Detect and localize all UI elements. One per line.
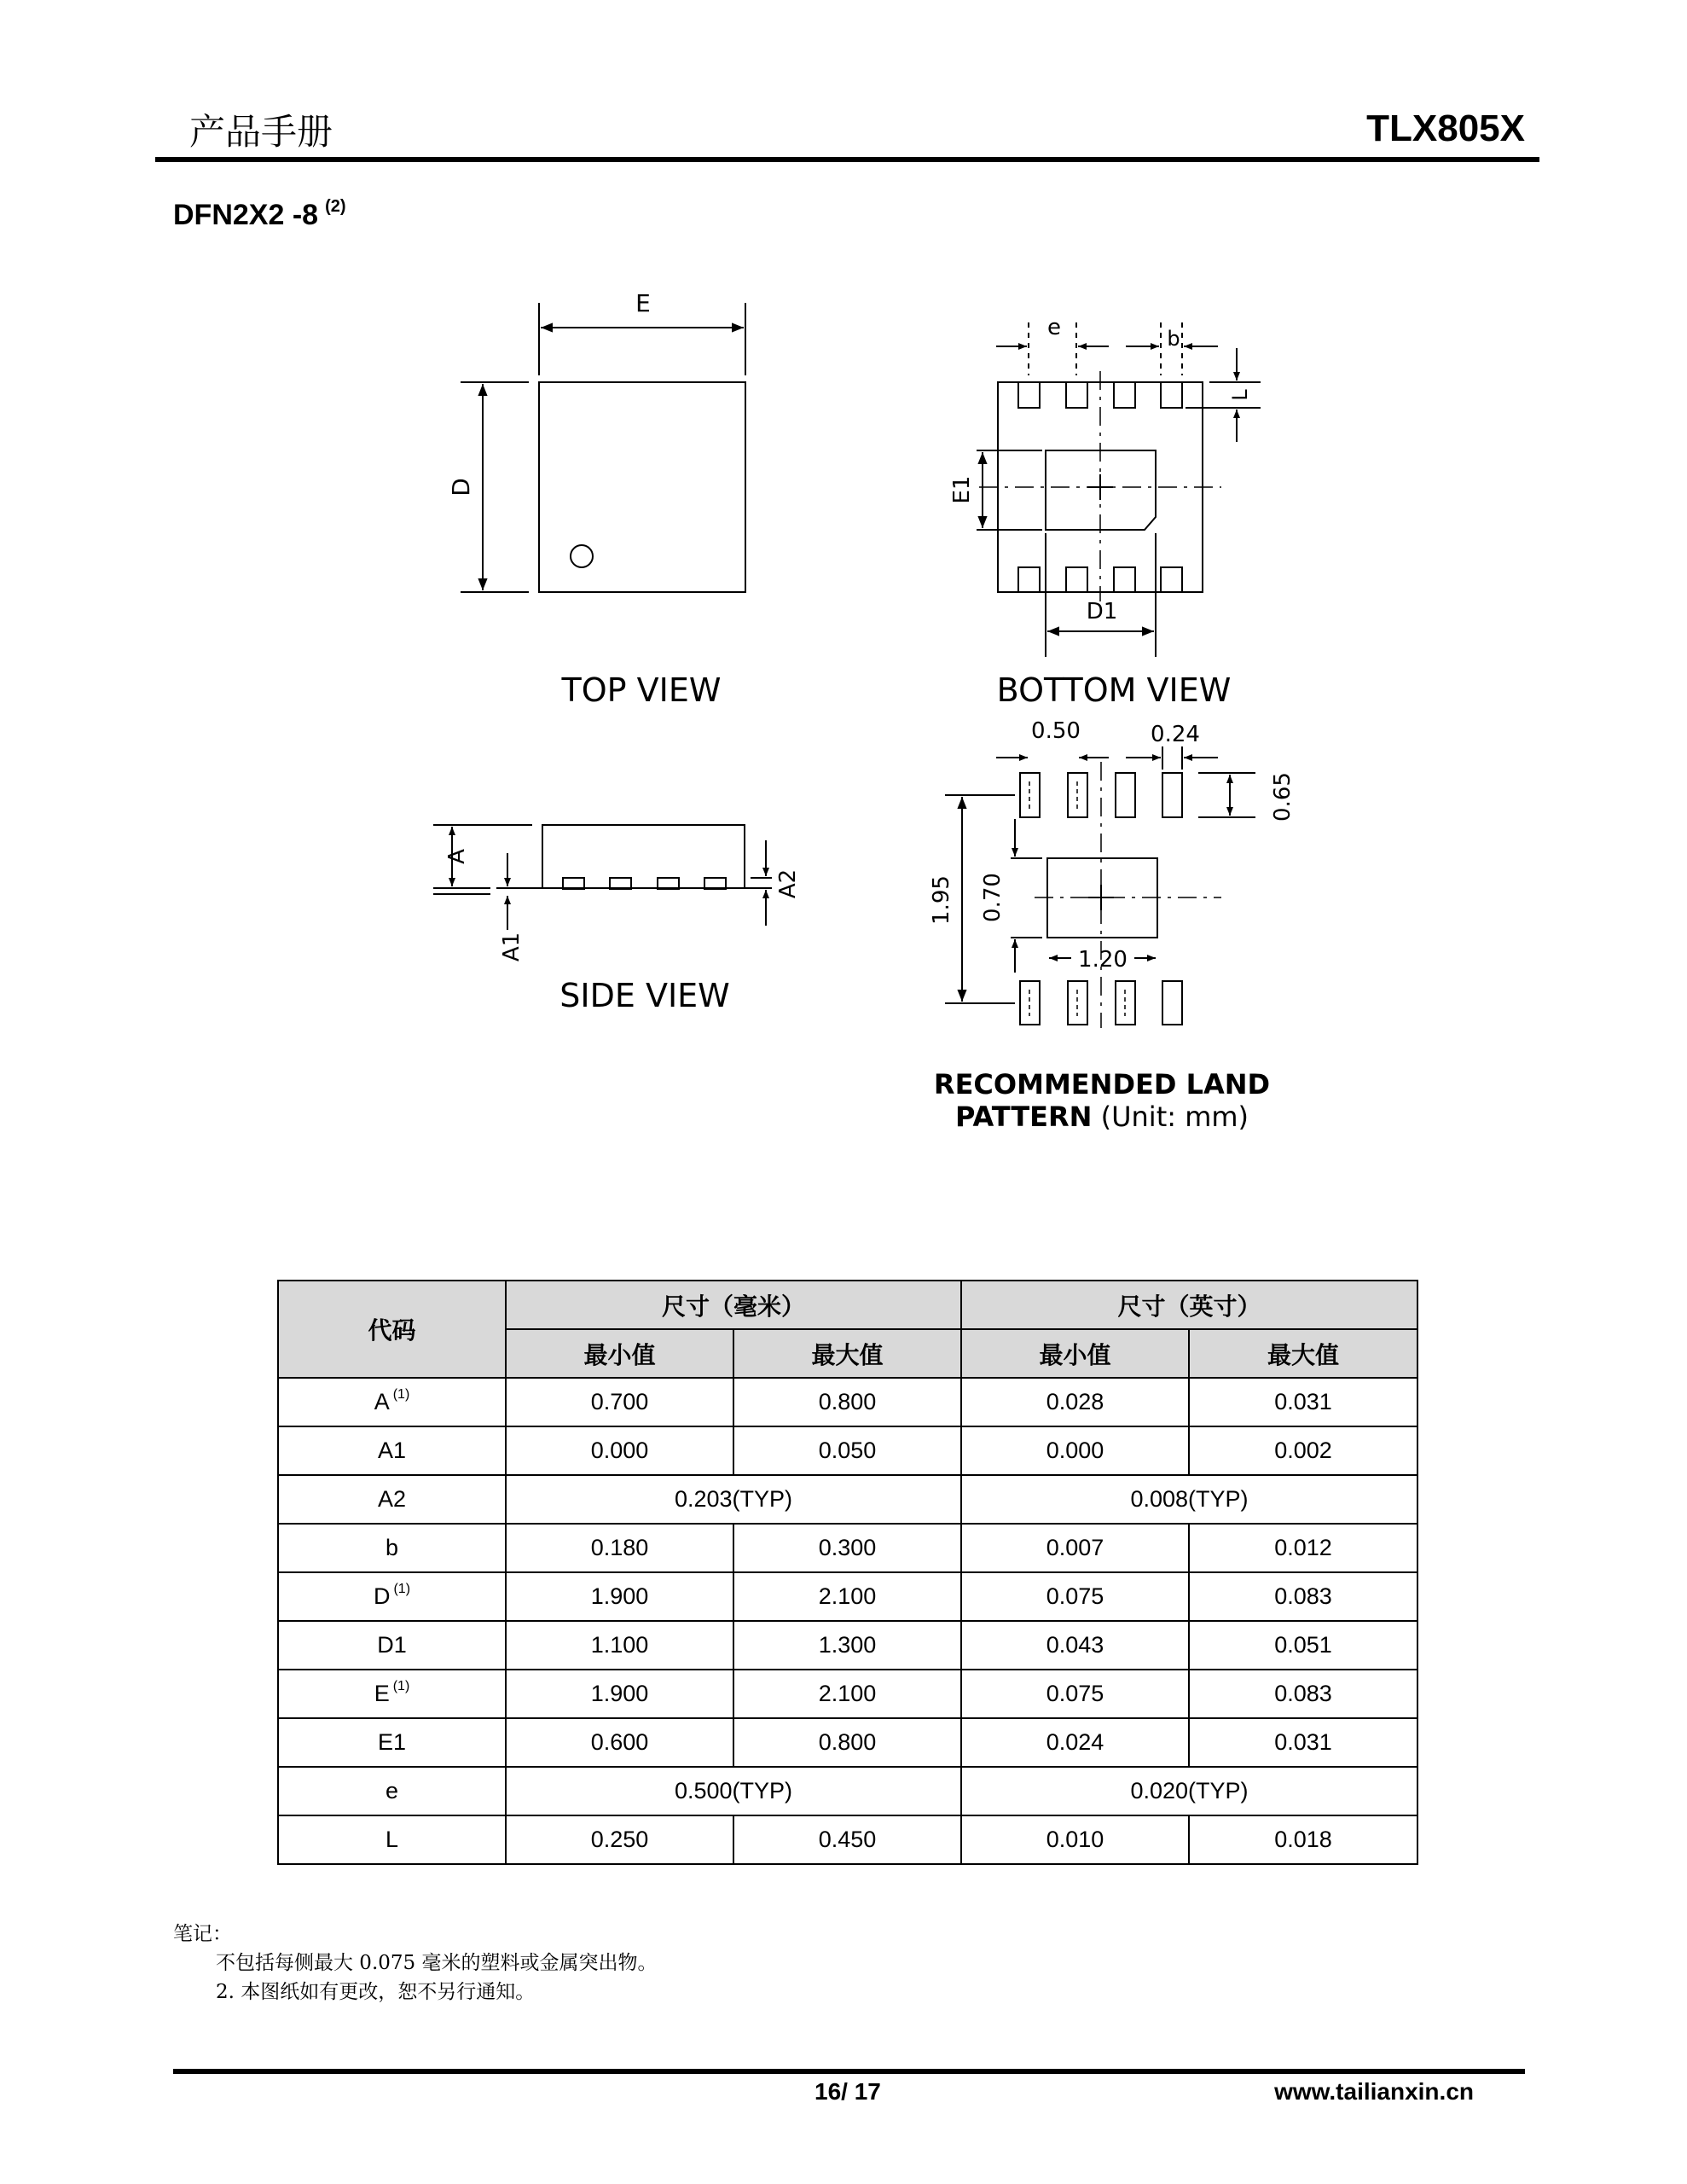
land-span-label: 1.95 bbox=[929, 875, 954, 925]
cell-code-note: (1) bbox=[392, 1679, 410, 1693]
cell-in-max bbox=[1189, 1670, 1417, 1718]
top-dim-d-label: D bbox=[447, 478, 475, 497]
cell-mm-max bbox=[733, 1670, 961, 1718]
cell-code-value: L bbox=[385, 1827, 399, 1852]
cell-in-min-value: 0.000 bbox=[1046, 1438, 1104, 1463]
cell-mm-min bbox=[506, 1670, 733, 1718]
cell-mm-min-value: 1.900 bbox=[590, 1583, 649, 1609]
cell-in-max-value: 0.012 bbox=[1274, 1535, 1332, 1560]
bottom-view-caption: BOTTOM VIEW bbox=[996, 671, 1232, 709]
cell-in-max-value: 0.031 bbox=[1274, 1729, 1332, 1755]
bottom-dim-b-label: b bbox=[1167, 327, 1180, 351]
cell-mm-max bbox=[733, 1718, 961, 1767]
land-pad-center-h-label: 0.70 bbox=[980, 873, 1006, 922]
cell-code bbox=[278, 1475, 506, 1524]
cell-in-min-value: 0.028 bbox=[1046, 1389, 1104, 1414]
col-in-min: 最小值 bbox=[961, 1329, 1189, 1378]
cell-code bbox=[278, 1767, 506, 1815]
cell-mm-max-value: 0.800 bbox=[818, 1389, 877, 1414]
col-code-header: 代码 bbox=[278, 1281, 506, 1378]
col-mm-min: 最小值 bbox=[506, 1329, 733, 1378]
cell-mm-min bbox=[506, 1378, 733, 1426]
bottom-dim-l-label: L bbox=[1228, 389, 1252, 401]
cell-code-value: D bbox=[373, 1583, 391, 1609]
cell-code bbox=[278, 1378, 506, 1426]
land-caption-pattern: PATTERN bbox=[954, 1101, 1093, 1133]
cell-mm-min-value: 1.100 bbox=[590, 1632, 649, 1658]
cell-mm-min bbox=[506, 1524, 733, 1572]
website-link[interactable]: www.tailianxin.cn bbox=[1274, 2078, 1474, 2105]
cell-mm-max-value: 2.100 bbox=[818, 1583, 877, 1609]
cell-mm-max-value: 0.300 bbox=[818, 1535, 877, 1560]
cell-in-max bbox=[1189, 1815, 1417, 1864]
package-name: DFN2X2 -8 bbox=[173, 199, 319, 231]
cell-code-value: E bbox=[374, 1681, 390, 1706]
table-row bbox=[278, 1378, 1417, 1426]
cell-mm-max bbox=[733, 1621, 961, 1670]
bottom-view bbox=[977, 322, 1261, 657]
cell-in-min bbox=[961, 1426, 1189, 1475]
cell-mm-min-value: 0.600 bbox=[590, 1729, 649, 1755]
side-dim-a1-label: A1 bbox=[499, 932, 525, 962]
note-item-2: 2. 本图纸如有更改，恕不另行通知。 bbox=[216, 1981, 536, 2003]
cell-in-typ-value: 0.020(TYP) bbox=[1130, 1778, 1249, 1804]
cell-code-value: D1 bbox=[377, 1632, 407, 1658]
side-dim-a2-label: A2 bbox=[775, 868, 801, 899]
cell-in-max-value: 0.002 bbox=[1274, 1438, 1332, 1463]
cell-mm-typ-value: 0.500(TYP) bbox=[674, 1778, 793, 1804]
cell-in-max-value: 0.018 bbox=[1274, 1827, 1332, 1852]
cell-code-value: E1 bbox=[377, 1729, 407, 1755]
dimension-table-body bbox=[278, 1378, 1417, 1864]
cell-in-max-value: 0.051 bbox=[1274, 1632, 1332, 1658]
table-row bbox=[278, 1475, 1417, 1524]
table-row bbox=[278, 1718, 1417, 1767]
table-row bbox=[278, 1815, 1417, 1864]
cell-mm-min bbox=[506, 1426, 733, 1475]
land-caption-line1: RECOMMENDED LAND bbox=[933, 1068, 1271, 1101]
cell-in-typ bbox=[961, 1767, 1417, 1815]
cell-in-max bbox=[1189, 1426, 1417, 1475]
cell-code bbox=[278, 1718, 506, 1767]
cell-in-max bbox=[1189, 1378, 1417, 1426]
header-part-number: TLX805X bbox=[1366, 107, 1525, 149]
land-caption-unit: (Unit: mm) bbox=[1100, 1101, 1249, 1133]
cell-code-value: b bbox=[385, 1535, 399, 1560]
table-row bbox=[278, 1524, 1417, 1572]
land-caption-line2 bbox=[955, 1101, 1249, 1133]
cell-code-note: (1) bbox=[393, 1582, 411, 1596]
top-view bbox=[461, 303, 745, 592]
col-in-max: 最大值 bbox=[1189, 1329, 1417, 1378]
cell-in-min bbox=[961, 1670, 1189, 1718]
col-mm-max: 最大值 bbox=[733, 1329, 961, 1378]
cell-code-value: A1 bbox=[377, 1438, 407, 1463]
cell-code-value: e bbox=[385, 1778, 399, 1804]
col-group-in: 尺寸（英寸） bbox=[961, 1281, 1417, 1329]
cell-mm-max bbox=[733, 1815, 961, 1864]
cell-mm-max-value: 2.100 bbox=[818, 1681, 877, 1706]
package-note-ref: (2) bbox=[325, 197, 346, 216]
cell-mm-min bbox=[506, 1718, 733, 1767]
bottom-dim-d1-label: D1 bbox=[1086, 599, 1118, 624]
cell-code bbox=[278, 1572, 506, 1621]
cell-in-max-value: 0.083 bbox=[1274, 1583, 1332, 1609]
header-title: 产品手册 bbox=[189, 111, 333, 153]
land-pad-width-label: 0.24 bbox=[1151, 722, 1200, 747]
cell-mm-max bbox=[733, 1524, 961, 1572]
table-row bbox=[278, 1426, 1417, 1475]
cell-in-min bbox=[961, 1378, 1189, 1426]
cell-in-max bbox=[1189, 1524, 1417, 1572]
side-view-caption: SIDE VIEW bbox=[559, 977, 730, 1014]
cell-mm-min-value: 0.180 bbox=[590, 1535, 649, 1560]
cell-in-min bbox=[961, 1718, 1189, 1767]
cell-in-max bbox=[1189, 1572, 1417, 1621]
cell-mm-max-value: 0.800 bbox=[818, 1729, 877, 1755]
cell-in-min-value: 0.024 bbox=[1046, 1729, 1104, 1755]
side-dim-a-label: A bbox=[444, 849, 470, 864]
cell-code bbox=[278, 1815, 506, 1864]
cell-mm-min bbox=[506, 1572, 733, 1621]
cell-mm-max bbox=[733, 1572, 961, 1621]
cell-code-value: A2 bbox=[377, 1486, 407, 1512]
table-row bbox=[278, 1767, 1417, 1815]
cell-mm-typ bbox=[506, 1767, 961, 1815]
notes-title: 笔记： bbox=[173, 1923, 232, 1945]
cell-mm-typ bbox=[506, 1475, 961, 1524]
cell-in-min bbox=[961, 1815, 1189, 1864]
cell-in-min-value: 0.043 bbox=[1046, 1632, 1104, 1658]
land-pitch-label: 0.50 bbox=[1031, 718, 1081, 744]
top-view-caption: TOP VIEW bbox=[561, 671, 722, 709]
cell-in-typ-value: 0.008(TYP) bbox=[1130, 1486, 1249, 1512]
col-group-mm: 尺寸（毫米） bbox=[506, 1281, 961, 1329]
cell-mm-max bbox=[733, 1426, 961, 1475]
cell-code bbox=[278, 1670, 506, 1718]
cell-code-note: (1) bbox=[392, 1387, 410, 1402]
cell-in-min-value: 0.075 bbox=[1046, 1681, 1104, 1706]
pin1-marker-icon bbox=[571, 545, 593, 567]
table-row bbox=[278, 1670, 1417, 1718]
cell-code bbox=[278, 1524, 506, 1572]
cell-mm-max-value: 0.450 bbox=[818, 1827, 877, 1852]
cell-in-max-value: 0.031 bbox=[1274, 1389, 1332, 1414]
cell-in-min bbox=[961, 1572, 1189, 1621]
side-view bbox=[433, 825, 772, 930]
cell-mm-min-value: 0.000 bbox=[590, 1438, 649, 1463]
cell-mm-min-value: 0.250 bbox=[590, 1827, 649, 1852]
cell-code bbox=[278, 1621, 506, 1670]
cell-mm-max bbox=[733, 1378, 961, 1426]
dimension-table bbox=[277, 1280, 1418, 1865]
cell-mm-min-value: 0.700 bbox=[590, 1389, 649, 1414]
cell-code-value: A bbox=[374, 1389, 390, 1414]
cell-in-max bbox=[1189, 1621, 1417, 1670]
cell-in-typ bbox=[961, 1475, 1417, 1524]
footer-rule bbox=[173, 2069, 1525, 2074]
cell-mm-min-value: 1.900 bbox=[590, 1681, 649, 1706]
top-dim-e-label: E bbox=[635, 289, 651, 317]
cell-mm-min bbox=[506, 1621, 733, 1670]
cell-in-max bbox=[1189, 1718, 1417, 1767]
cell-in-min-value: 0.007 bbox=[1046, 1535, 1104, 1560]
cell-mm-typ-value: 0.203(TYP) bbox=[674, 1486, 793, 1512]
land-pad-center-w-label: 1.20 bbox=[1078, 947, 1128, 973]
page-number: 16/ 17 bbox=[815, 2078, 881, 2105]
cell-mm-max-value: 1.300 bbox=[818, 1632, 877, 1658]
note-item-1: 不包括每侧最大 0.075 毫米的塑料或金属突出物。 bbox=[216, 1952, 658, 1974]
cell-mm-min bbox=[506, 1815, 733, 1864]
bottom-dim-e-label: e bbox=[1047, 315, 1061, 340]
land-pad-length-label: 0.65 bbox=[1270, 772, 1296, 822]
table-row bbox=[278, 1621, 1417, 1670]
notes bbox=[173, 1920, 657, 2007]
table-row bbox=[278, 1572, 1417, 1621]
cell-in-min bbox=[961, 1524, 1189, 1572]
cell-in-min-value: 0.010 bbox=[1046, 1827, 1104, 1852]
bottom-dim-e1-label: E1 bbox=[949, 475, 975, 504]
cell-mm-max-value: 0.050 bbox=[818, 1438, 877, 1463]
cell-in-min-value: 0.075 bbox=[1046, 1583, 1104, 1609]
cell-in-min bbox=[961, 1621, 1189, 1670]
cell-in-max-value: 0.083 bbox=[1274, 1681, 1332, 1706]
cell-code bbox=[278, 1426, 506, 1475]
